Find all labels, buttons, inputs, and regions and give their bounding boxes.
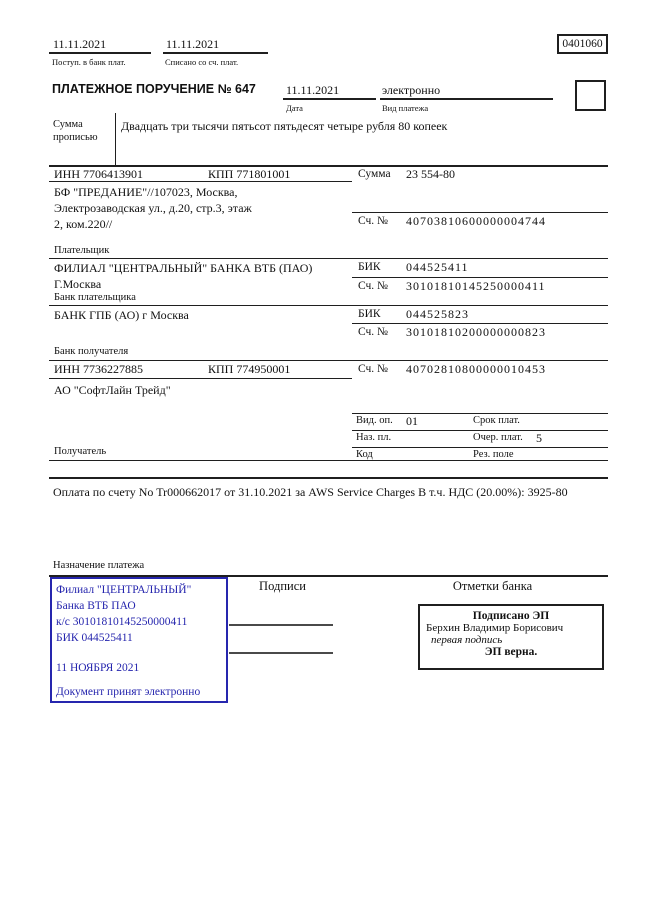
payment-kind-label: Вид платежа bbox=[382, 103, 429, 113]
amount-words-label-1: Сумма bbox=[53, 119, 83, 130]
amount-words-value: Двадцать три тысячи пятьсот пятьдесят четыре рубля 80 копеек bbox=[121, 119, 448, 133]
stamp-bank-name: Филиал "ЦЕНТРАЛЬНЫЙ" Банка ВТБ ПАО bbox=[56, 584, 192, 612]
payer-section-label: Плательщик bbox=[54, 245, 110, 256]
payee-bank-bik-label: БИК bbox=[358, 308, 381, 320]
payer-inn: ИНН 7706413901 bbox=[54, 167, 143, 181]
priority-checkbox bbox=[575, 80, 606, 111]
op-rows-mid-border bbox=[352, 430, 608, 431]
payer-name-line: 2, ком.220// bbox=[54, 217, 113, 231]
payment-purpose-label: Назначение платежа bbox=[53, 560, 145, 571]
op-rows-top-border bbox=[352, 413, 608, 414]
signatures-header: Подписи bbox=[259, 579, 306, 593]
signature-line bbox=[229, 652, 333, 654]
date-label: Дата bbox=[286, 103, 303, 113]
op-kind-label: Вид. оп. bbox=[356, 415, 393, 426]
payment-kind-underline bbox=[380, 98, 553, 100]
esign-verdict: ЭП верна. bbox=[484, 646, 538, 658]
received-date-underline bbox=[49, 52, 151, 54]
payer-bank-name: ФИЛИАЛ "ЦЕНТРАЛЬНЫЙ" БАНКА ВТБ (ПАО) bbox=[54, 261, 313, 275]
payee-bank-account-label: Сч. № bbox=[358, 326, 389, 338]
stamp-corr-account: к/с 30101810145250000411 bbox=[56, 616, 188, 628]
received-in-bank-date: 11.11.2021 bbox=[53, 37, 107, 51]
table-bottom-border bbox=[49, 477, 608, 479]
esign-signer-name: Берхин Владимир Борисович bbox=[426, 622, 564, 634]
stamp-bik: БИК 044525411 bbox=[56, 632, 133, 644]
op-kind-value: 01 bbox=[406, 414, 418, 428]
payee-name: АО "СофтЛайн Трейд" bbox=[54, 383, 171, 397]
payee-bank-section-label: Банк получателя bbox=[54, 346, 129, 357]
purpose-code-label: Наз. пл. bbox=[356, 432, 392, 443]
payee-bank-section-border bbox=[49, 360, 608, 361]
sum-row-border bbox=[352, 212, 608, 213]
priority-label: Очер. плат. bbox=[473, 432, 523, 443]
esign-title: Подписано ЭП bbox=[472, 610, 550, 622]
bank-marks-header: Отметки банка bbox=[452, 579, 533, 593]
debited-label: Списано со сч. плат. bbox=[165, 57, 239, 67]
payee-account-value: 40702810800000010453 bbox=[406, 362, 546, 376]
amount-words-divider bbox=[115, 113, 116, 165]
bank-acceptance-stamp bbox=[50, 577, 228, 703]
sum-value: 23 554-80 bbox=[406, 167, 455, 181]
sum-label: Сумма bbox=[358, 168, 391, 180]
payer-bank-account-value: 30101810145250000411 bbox=[406, 279, 546, 293]
payer-name-line: Электрозаводская ул., д.20, стр.3, этаж bbox=[54, 201, 252, 215]
esign-signature-role: первая подпись bbox=[431, 634, 503, 646]
payee-bank-name: БАНК ГПБ (АО) г Москва bbox=[54, 308, 189, 322]
payee-inn-row-border bbox=[49, 378, 352, 379]
signature-line bbox=[229, 624, 333, 626]
payer-bank-bik-value: 044525411 bbox=[406, 260, 469, 274]
payee-inn: ИНН 7736227885 bbox=[54, 362, 143, 376]
payee-section-label: Получатель bbox=[54, 446, 107, 457]
amount-words-label-2: прописью bbox=[53, 132, 98, 143]
op-rows-bottom-border bbox=[352, 447, 608, 448]
code-label: Код bbox=[356, 449, 373, 460]
electronic-signature-box bbox=[418, 604, 604, 670]
payer-bank-section-border bbox=[49, 305, 608, 306]
form-code-box: 0401060 bbox=[557, 34, 608, 54]
payer-account-value: 40703810600000004744 bbox=[406, 214, 546, 228]
reserve-field-label: Рез. поле bbox=[473, 449, 514, 460]
payer-name-line: БФ "ПРЕДАНИЕ"//107023, Москва, bbox=[54, 185, 238, 199]
stamp-date: 11 НОЯБРЯ 2021 bbox=[56, 662, 140, 674]
payee-bank-bik-value: 044525823 bbox=[406, 307, 469, 321]
payee-bank-bik-border bbox=[352, 323, 608, 324]
debited-date: 11.11.2021 bbox=[166, 37, 220, 51]
payment-kind-value: электронно bbox=[382, 83, 441, 97]
document-date: 11.11.2021 bbox=[286, 83, 340, 97]
pay-term-label: Срок плат. bbox=[473, 415, 520, 426]
debited-date-underline bbox=[163, 52, 268, 54]
payer-account-label: Сч. № bbox=[358, 215, 389, 227]
payer-bank-account-label: Сч. № bbox=[358, 280, 389, 292]
priority-value: 5 bbox=[536, 431, 542, 445]
payment-purpose-text: Оплата по счету No Tr000662017 от 31.10.2021 за AWS Service Charges В т.ч. НДС (20.00%): 3925-80 bbox=[53, 485, 568, 499]
payer-kpp: КПП 771801001 bbox=[208, 167, 291, 181]
stamp-accepted-note: Документ принят электронно bbox=[56, 686, 201, 698]
payee-bank-account-value: 30101810200000000823 bbox=[406, 325, 546, 339]
payer-bank-bik-label: БИК bbox=[358, 261, 381, 273]
received-in-bank-label: Поступ. в банк плат. bbox=[52, 57, 126, 67]
payee-account-label: Сч. № bbox=[358, 363, 389, 375]
payer-bank-city: Г.Москва bbox=[54, 277, 102, 291]
document-title: ПЛАТЕЖНОЕ ПОРУЧЕНИЕ № 647 bbox=[52, 82, 256, 96]
bottom-cells-top-border bbox=[49, 460, 608, 461]
payee-kpp: КПП 774950001 bbox=[208, 362, 291, 376]
payer-bank-section-label: Банк плательщика bbox=[54, 292, 136, 303]
payer-section-border bbox=[49, 258, 608, 259]
payer-bank-bik-border bbox=[352, 277, 608, 278]
date-underline bbox=[283, 98, 376, 100]
